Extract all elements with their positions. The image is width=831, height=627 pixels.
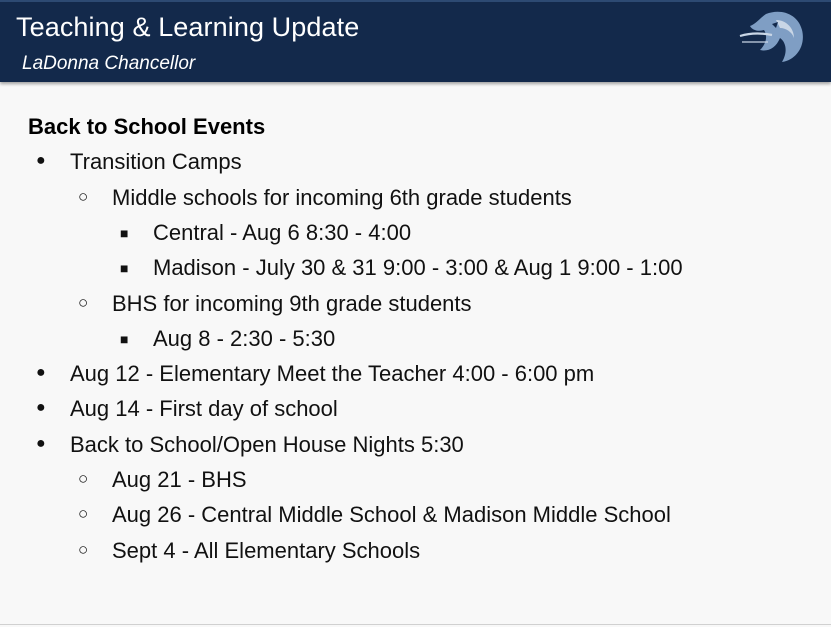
bullet-icon: ■: [120, 331, 129, 347]
bullet-icon: ○: [78, 469, 89, 488]
bullet-icon: ○: [78, 540, 89, 559]
section-heading: Back to School Events: [28, 114, 266, 139]
slide-header: [0, 0, 831, 82]
list-item-text: Central - Aug 6 8:30 - 4:00: [153, 220, 412, 245]
bullet-icon: ■: [120, 260, 129, 276]
list-item-text: Aug 14 - First day of school: [70, 396, 338, 421]
slide-subtitle: LaDonna Chancellor: [22, 53, 196, 74]
bullet-icon: ○: [78, 293, 89, 312]
bruins-logo-icon: [736, 8, 806, 66]
list-item-text: Transition Camps: [70, 149, 242, 174]
slide-bottom-border: [0, 624, 831, 625]
bullet-icon: ●: [36, 364, 46, 381]
list-item-text: Back to School/Open House Nights 5:30: [70, 432, 464, 457]
list-item-text: Aug 12 - Elementary Meet the Teacher 4:00 - 6:00 pm: [70, 361, 595, 386]
list-item-text: Sept 4 - All Elementary Schools: [112, 538, 421, 563]
bullet-icon: ○: [78, 187, 89, 206]
list-item-text: Aug 21 - BHS: [112, 467, 247, 492]
bullet-icon: ●: [36, 152, 46, 169]
bullet-icon: ●: [36, 435, 46, 452]
bullet-icon: ■: [120, 225, 129, 241]
bullet-icon: ○: [78, 504, 89, 523]
bullet-icon: ●: [36, 399, 46, 416]
slide-title: Teaching & Learning Update: [16, 12, 360, 42]
slide-body: [0, 82, 831, 627]
list-item-text: Madison - July 30 & 31 9:00 - 3:00 & Aug 1 9:00 - 1:00: [153, 255, 683, 280]
list-item-text: Aug 26 - Central Middle School & Madison Middle School: [112, 502, 671, 527]
list-item-text: BHS for incoming 9th grade students: [112, 291, 472, 316]
list-item-text: Middle schools for incoming 6th grade students: [112, 185, 572, 210]
list-item-text: Aug 8 - 2:30 - 5:30: [153, 326, 336, 351]
